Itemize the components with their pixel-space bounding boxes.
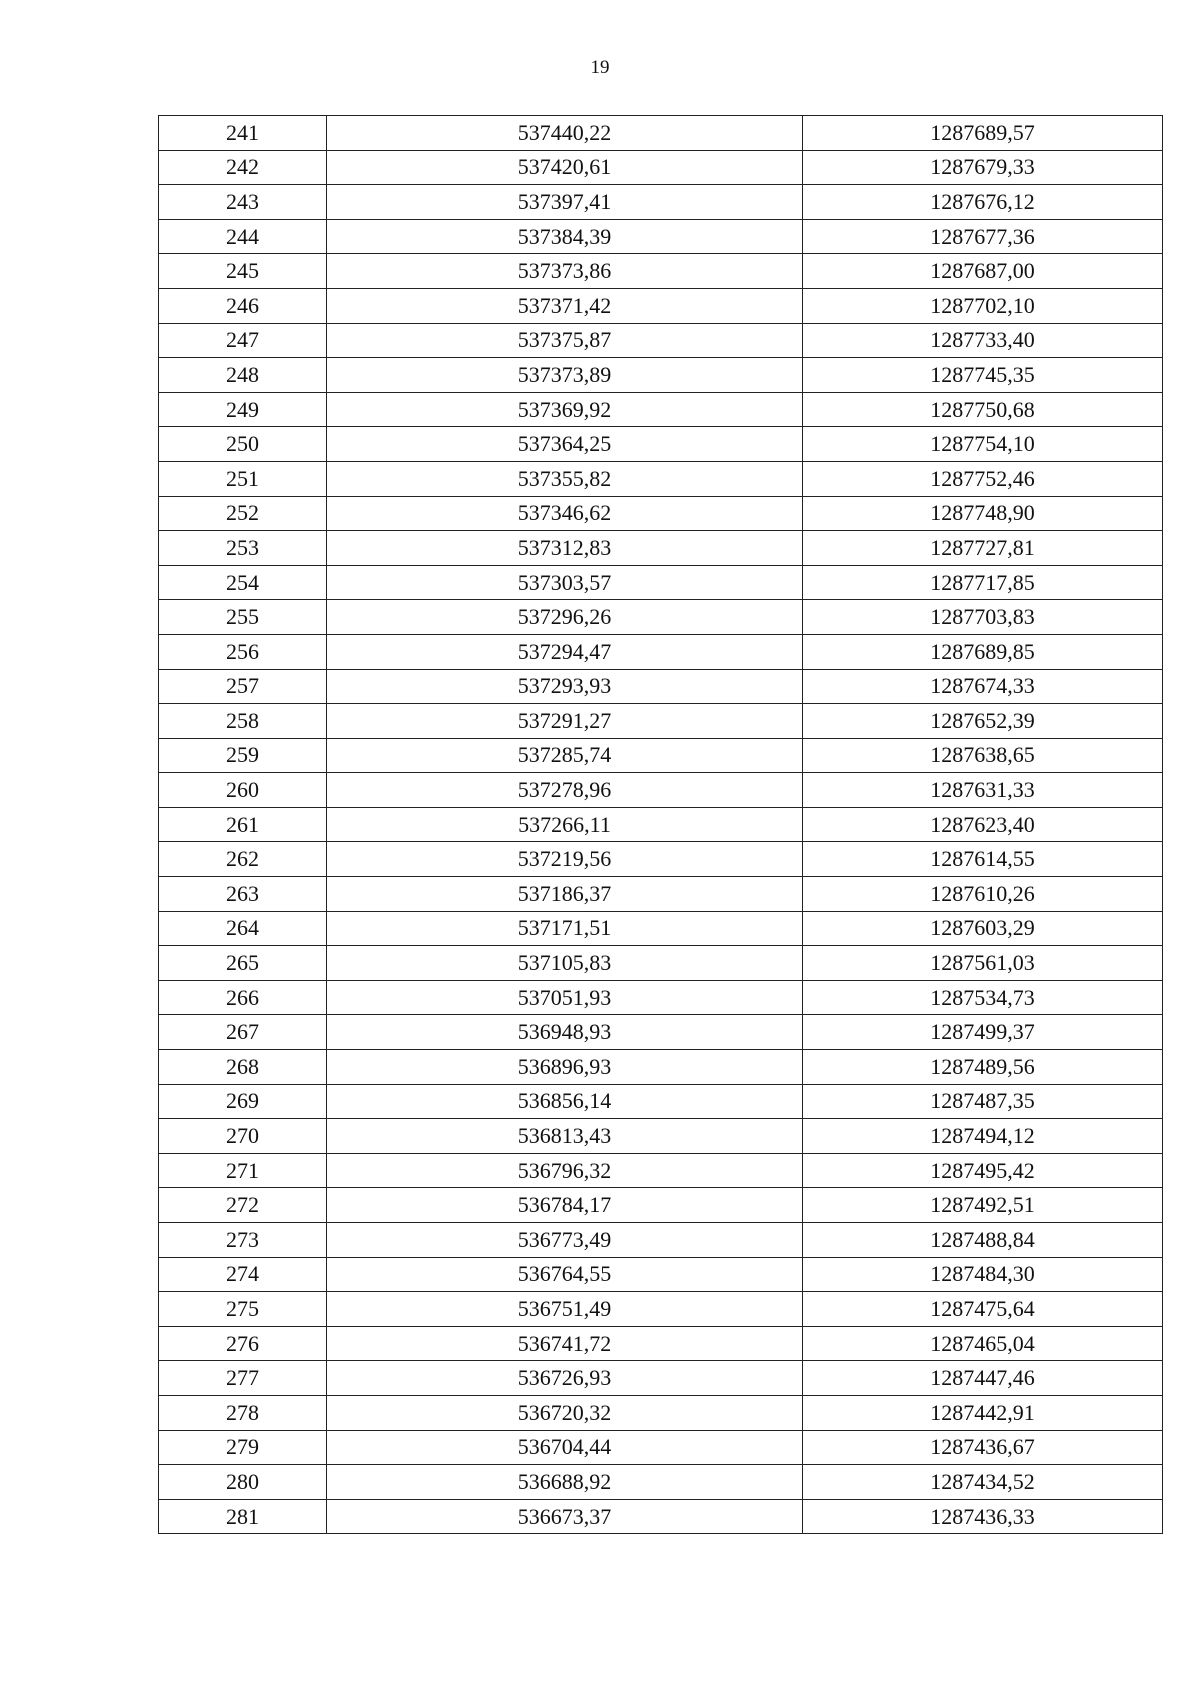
- point-number-cell: 244: [159, 219, 327, 254]
- point-number-cell: 245: [159, 254, 327, 289]
- table-row: [159, 1499, 1163, 1534]
- x-coordinate-cell: 537266,11: [327, 807, 803, 842]
- point-number-cell: 281: [159, 1499, 327, 1534]
- table-row: [159, 946, 1163, 981]
- x-coordinate-cell: 537371,42: [327, 288, 803, 323]
- y-coordinate-cell: 1287623,40: [803, 807, 1163, 842]
- table-row: [159, 116, 1163, 151]
- point-number-cell: 279: [159, 1430, 327, 1465]
- table-row: [159, 427, 1163, 462]
- y-coordinate-cell: 1287717,85: [803, 565, 1163, 600]
- point-number-cell: 273: [159, 1223, 327, 1258]
- point-number-cell: 275: [159, 1292, 327, 1327]
- y-coordinate-cell: 1287652,39: [803, 704, 1163, 739]
- coordinates-table: [158, 115, 1163, 1534]
- x-coordinate-cell: 537293,93: [327, 669, 803, 704]
- point-number-cell: 242: [159, 150, 327, 185]
- point-number-cell: 260: [159, 773, 327, 808]
- x-coordinate-cell: 537051,93: [327, 980, 803, 1015]
- x-coordinate-cell: 536948,93: [327, 1015, 803, 1050]
- y-coordinate-cell: 1287754,10: [803, 427, 1163, 462]
- y-coordinate-cell: 1287475,64: [803, 1292, 1163, 1327]
- y-coordinate-cell: 1287447,46: [803, 1361, 1163, 1396]
- table-row: [159, 150, 1163, 185]
- x-coordinate-cell: 537373,89: [327, 358, 803, 393]
- point-number-cell: 262: [159, 842, 327, 877]
- point-number-cell: 280: [159, 1465, 327, 1500]
- x-coordinate-cell: 537364,25: [327, 427, 803, 462]
- y-coordinate-cell: 1287638,65: [803, 738, 1163, 773]
- point-number-cell: 246: [159, 288, 327, 323]
- point-number-cell: 251: [159, 461, 327, 496]
- x-coordinate-cell: 536856,14: [327, 1084, 803, 1119]
- point-number-cell: 248: [159, 358, 327, 393]
- point-number-cell: 256: [159, 634, 327, 669]
- point-number-cell: 278: [159, 1395, 327, 1430]
- table-row: [159, 219, 1163, 254]
- x-coordinate-cell: 537278,96: [327, 773, 803, 808]
- table-row: [159, 1465, 1163, 1500]
- table-row: [159, 773, 1163, 808]
- point-number-cell: 261: [159, 807, 327, 842]
- x-coordinate-cell: 537440,22: [327, 116, 803, 151]
- point-number-cell: 254: [159, 565, 327, 600]
- x-coordinate-cell: 537186,37: [327, 877, 803, 912]
- point-number-cell: 269: [159, 1084, 327, 1119]
- x-coordinate-cell: 536688,92: [327, 1465, 803, 1500]
- table-row: [159, 1326, 1163, 1361]
- table-row: [159, 738, 1163, 773]
- x-coordinate-cell: 537355,82: [327, 461, 803, 496]
- x-coordinate-cell: 536751,49: [327, 1292, 803, 1327]
- y-coordinate-cell: 1287674,33: [803, 669, 1163, 704]
- y-coordinate-cell: 1287534,73: [803, 980, 1163, 1015]
- table-row: [159, 1153, 1163, 1188]
- x-coordinate-cell: 537375,87: [327, 323, 803, 358]
- y-coordinate-cell: 1287495,42: [803, 1153, 1163, 1188]
- point-number-cell: 264: [159, 911, 327, 946]
- y-coordinate-cell: 1287489,56: [803, 1050, 1163, 1085]
- x-coordinate-cell: 537291,27: [327, 704, 803, 739]
- point-number-cell: 258: [159, 704, 327, 739]
- table-row: [159, 461, 1163, 496]
- x-coordinate-cell: 537384,39: [327, 219, 803, 254]
- x-coordinate-cell: 536813,43: [327, 1119, 803, 1154]
- page-number: 19: [590, 57, 610, 78]
- table-row: [159, 1223, 1163, 1258]
- y-coordinate-cell: 1287631,33: [803, 773, 1163, 808]
- point-number-cell: 268: [159, 1050, 327, 1085]
- y-coordinate-cell: 1287676,12: [803, 185, 1163, 220]
- table-row: [159, 1430, 1163, 1465]
- table-row: [159, 1292, 1163, 1327]
- point-number-cell: 255: [159, 600, 327, 635]
- table-row: [159, 1084, 1163, 1119]
- point-number-cell: 277: [159, 1361, 327, 1396]
- y-coordinate-cell: 1287465,04: [803, 1326, 1163, 1361]
- x-coordinate-cell: 536741,72: [327, 1326, 803, 1361]
- table-row: [159, 392, 1163, 427]
- x-coordinate-cell: 536773,49: [327, 1223, 803, 1258]
- y-coordinate-cell: 1287610,26: [803, 877, 1163, 912]
- table-row: [159, 1395, 1163, 1430]
- x-coordinate-cell: 537420,61: [327, 150, 803, 185]
- table-row: [159, 288, 1163, 323]
- x-coordinate-cell: 537312,83: [327, 531, 803, 566]
- point-number-cell: 249: [159, 392, 327, 427]
- point-number-cell: 241: [159, 116, 327, 151]
- y-coordinate-cell: 1287703,83: [803, 600, 1163, 635]
- y-coordinate-cell: 1287677,36: [803, 219, 1163, 254]
- table-row: [159, 358, 1163, 393]
- point-number-cell: 250: [159, 427, 327, 462]
- table-row: [159, 531, 1163, 566]
- y-coordinate-cell: 1287436,67: [803, 1430, 1163, 1465]
- y-coordinate-cell: 1287727,81: [803, 531, 1163, 566]
- x-coordinate-cell: 537171,51: [327, 911, 803, 946]
- table-row: [159, 1361, 1163, 1396]
- y-coordinate-cell: 1287745,35: [803, 358, 1163, 393]
- table-row: [159, 1050, 1163, 1085]
- table-row: [159, 704, 1163, 739]
- point-number-cell: 243: [159, 185, 327, 220]
- y-coordinate-cell: 1287488,84: [803, 1223, 1163, 1258]
- x-coordinate-cell: 537285,74: [327, 738, 803, 773]
- table-row: [159, 565, 1163, 600]
- y-coordinate-cell: 1287752,46: [803, 461, 1163, 496]
- x-coordinate-cell: 536726,93: [327, 1361, 803, 1396]
- point-number-cell: 253: [159, 531, 327, 566]
- x-coordinate-cell: 537303,57: [327, 565, 803, 600]
- point-number-cell: 276: [159, 1326, 327, 1361]
- y-coordinate-cell: 1287499,37: [803, 1015, 1163, 1050]
- y-coordinate-cell: 1287687,00: [803, 254, 1163, 289]
- x-coordinate-cell: 537373,86: [327, 254, 803, 289]
- y-coordinate-cell: 1287702,10: [803, 288, 1163, 323]
- x-coordinate-cell: 537397,41: [327, 185, 803, 220]
- y-coordinate-cell: 1287689,85: [803, 634, 1163, 669]
- x-coordinate-cell: 536896,93: [327, 1050, 803, 1085]
- point-number-cell: 270: [159, 1119, 327, 1154]
- point-number-cell: 252: [159, 496, 327, 531]
- x-coordinate-cell: 537296,26: [327, 600, 803, 635]
- table-row: [159, 1257, 1163, 1292]
- point-number-cell: 247: [159, 323, 327, 358]
- point-number-cell: 257: [159, 669, 327, 704]
- table-row: [159, 669, 1163, 704]
- table-row: [159, 1015, 1163, 1050]
- y-coordinate-cell: 1287434,52: [803, 1465, 1163, 1500]
- x-coordinate-cell: 537105,83: [327, 946, 803, 981]
- x-coordinate-cell: 536796,32: [327, 1153, 803, 1188]
- table-row: [159, 323, 1163, 358]
- point-number-cell: 263: [159, 877, 327, 912]
- coordinates-table-body: [159, 116, 1163, 1534]
- point-number-cell: 267: [159, 1015, 327, 1050]
- x-coordinate-cell: 536764,55: [327, 1257, 803, 1292]
- table-row: [159, 600, 1163, 635]
- x-coordinate-cell: 537346,62: [327, 496, 803, 531]
- y-coordinate-cell: 1287484,30: [803, 1257, 1163, 1292]
- y-coordinate-cell: 1287442,91: [803, 1395, 1163, 1430]
- table-row: [159, 807, 1163, 842]
- x-coordinate-cell: 536704,44: [327, 1430, 803, 1465]
- y-coordinate-cell: 1287561,03: [803, 946, 1163, 981]
- point-number-cell: 271: [159, 1153, 327, 1188]
- point-number-cell: 272: [159, 1188, 327, 1223]
- point-number-cell: 266: [159, 980, 327, 1015]
- x-coordinate-cell: 537369,92: [327, 392, 803, 427]
- y-coordinate-cell: 1287494,12: [803, 1119, 1163, 1154]
- y-coordinate-cell: 1287679,33: [803, 150, 1163, 185]
- y-coordinate-cell: 1287492,51: [803, 1188, 1163, 1223]
- x-coordinate-cell: 537294,47: [327, 634, 803, 669]
- table-row: [159, 254, 1163, 289]
- table-row: [159, 185, 1163, 220]
- y-coordinate-cell: 1287748,90: [803, 496, 1163, 531]
- x-coordinate-cell: 536784,17: [327, 1188, 803, 1223]
- table-row: [159, 877, 1163, 912]
- table-row: [159, 911, 1163, 946]
- y-coordinate-cell: 1287436,33: [803, 1499, 1163, 1534]
- y-coordinate-cell: 1287487,35: [803, 1084, 1163, 1119]
- table-row: [159, 1188, 1163, 1223]
- table-row: [159, 842, 1163, 877]
- table-row: [159, 496, 1163, 531]
- table-row: [159, 1119, 1163, 1154]
- y-coordinate-cell: 1287733,40: [803, 323, 1163, 358]
- x-coordinate-cell: 537219,56: [327, 842, 803, 877]
- y-coordinate-cell: 1287614,55: [803, 842, 1163, 877]
- point-number-cell: 259: [159, 738, 327, 773]
- y-coordinate-cell: 1287750,68: [803, 392, 1163, 427]
- x-coordinate-cell: 536720,32: [327, 1395, 803, 1430]
- y-coordinate-cell: 1287603,29: [803, 911, 1163, 946]
- table-row: [159, 634, 1163, 669]
- table-row: [159, 980, 1163, 1015]
- point-number-cell: 265: [159, 946, 327, 981]
- point-number-cell: 274: [159, 1257, 327, 1292]
- x-coordinate-cell: 536673,37: [327, 1499, 803, 1534]
- y-coordinate-cell: 1287689,57: [803, 116, 1163, 151]
